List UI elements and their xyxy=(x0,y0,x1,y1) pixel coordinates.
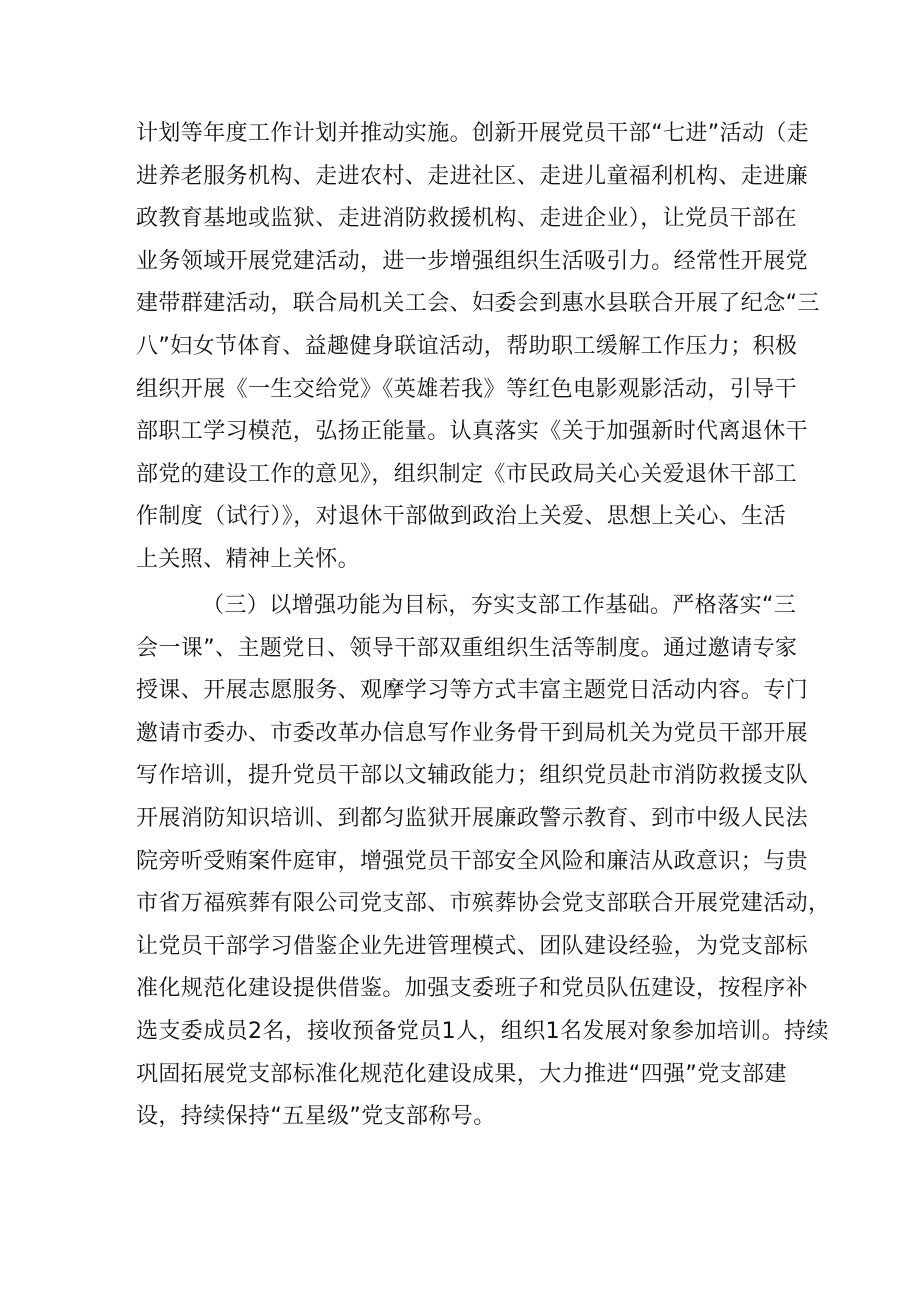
text-line: 写作培训，提升党员干部以文辅政能力；组织党员赴市消防救援支队 xyxy=(136,763,809,789)
text-line: 院旁听受贿案件庭审，增强党员干部安全风险和廉洁从政意识；与贵 xyxy=(136,848,809,874)
text-line: 作制度（试行）》，对退休干部做到政治上关爱、思想上关心、生活 xyxy=(136,504,787,530)
text-line: 授课、开展志愿服务、观摩学习等方式丰富主题党日活动内容。专门 xyxy=(136,678,809,704)
text-line: 部职工学习模范，弘扬正能量。认真落实《关于加强新时代离退休干 xyxy=(136,419,809,445)
text-line: 开展消防知识培训、到都匀监狱开展廉政警示教育、到市中级人民法 xyxy=(136,805,809,831)
text-line: 会一课”、主题党日、领导干部双重组织生活等制度。通过邀请专家 xyxy=(136,635,798,661)
text-line: 上关照、精神上关怀。 xyxy=(136,546,361,572)
text-line: 准化规范化建设提供借鉴。加强支委班子和党员队伍建设，按程序补 xyxy=(136,976,809,1002)
text-line: 八”妇女节体育、益趣健身联谊活动，帮助职工缓解工作压力；积极 xyxy=(136,333,798,359)
text-line: 巩固拓展党支部标准化规范化建设成果，大力推进“四强”党支部建 xyxy=(136,1061,787,1087)
text-line: 业务领域开展党建活动，进一步增强组织生活吸引力。经常性开展党 xyxy=(136,248,809,274)
text-line: 建带群建活动，联合局机关工会、妇委会到惠水县联合开展了纪念“三 xyxy=(136,291,820,317)
text-line: 市省万福殡葬有限公司党支部、市殡葬协会党支部联合开展党建活动， xyxy=(136,891,831,917)
text-line: 政教育基地或监狱、走进消防救援机构、走进企业），让党员干部在 xyxy=(136,206,798,232)
text-line: 设，持续保持“五星级”党支部称号。 xyxy=(136,1104,496,1130)
paragraph-branch-foundation xyxy=(136,585,831,1139)
text-line: 进养老服务机构、走进农村、走进社区、走进儿童福利机构、走进廉 xyxy=(136,163,809,189)
text-line: 部党的建设工作的意见》，组织制定《市民政局关心关爱退休干部工 xyxy=(136,461,798,487)
text-line: 邀请市委办、市委改革办信息写作业务骨干到局机关为党员干部开展 xyxy=(136,720,809,746)
text-line: 计划等年度工作计划并推动实施。创新开展党员干部“七进”活动（走 xyxy=(136,121,810,146)
text-line: 让党员干部学习借鉴企业先进管理模式、团队建设经验，为党支部标 xyxy=(136,933,809,959)
paragraph-party-activities xyxy=(136,113,820,582)
text-line: 选支委成员2名，接收预备党员1人，组织1名发展对象参加培训。持续 xyxy=(136,1018,829,1044)
text-line: 组织开展《一生交给党》《英雄若我》等红色电影观影活动，引导干 xyxy=(136,376,798,402)
section-heading-line: （三）以增强功能为目标，夯实支部工作基础。严格落实“三 xyxy=(202,593,797,618)
